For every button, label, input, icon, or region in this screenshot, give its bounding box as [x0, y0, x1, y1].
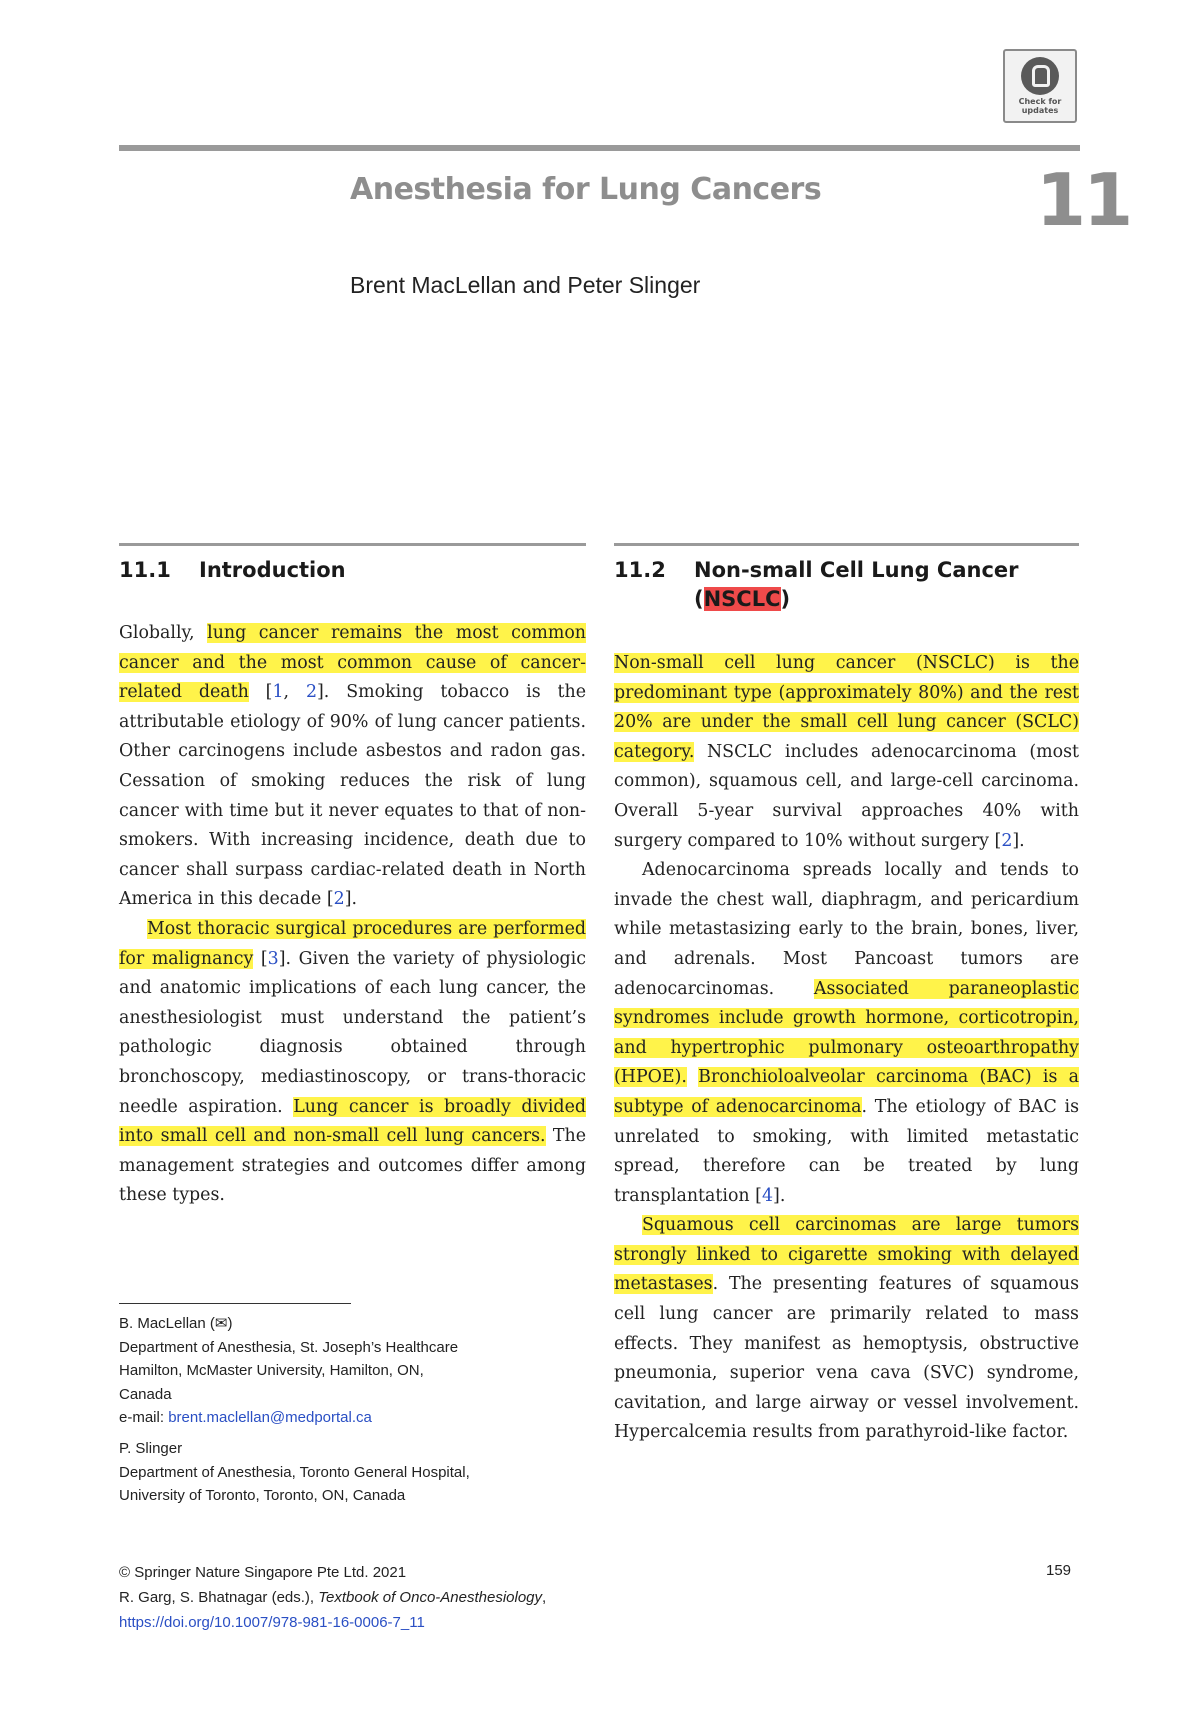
chapter-authors: Brent MacLellan and Peter Slinger: [350, 272, 701, 298]
paragraph: Most thoracic surgical procedures are performed for malignancy [3]. Given the variety of physiologic and anatomic implications of each lung cancer, the anesthesiologist must understand the patient’s pathologic diagnosis obtained through bronchoscopy, mediastinoscopy, or trans-thoracic needle aspiration. Lung cancer is broadly divided into small cell and non-small cell lung cancers. The management strategies and outcomes differ among these types.: [119, 918, 586, 1206]
envelope-icon: ✉: [214, 1315, 228, 1332]
copyright-line: © Springer Nature Singapore Pte Ltd. 2021: [119, 1564, 407, 1581]
doi-link[interactable]: https://doi.org/10.1007/978-981-16-0006-7_11: [119, 1614, 425, 1631]
paragraph: Adenocarcinoma spreads locally and tends to invade the chest wall, diaphragm, and pericardium while metastasizing early to the brain, bones, liver, and adrenals. Most Pancoast tumors are adenocarcinomas. Associated paraneoplastic syndromes include growth hormone, corticotropin, and hypertrophic pulmonary osteoarthropathy (HPOE). Bronchioloalveolar carcinoma (BAC) is a subtype of adenocarcinoma. The etiology of BAC is unrelated to smoking, with limited metastatic spread, therefore can be treated by lung transplantation [4].: [614, 860, 1080, 1206]
paragraph: Squamous cell carcinomas are large tumors strongly linked to cigarette smoking with delayed metastases. The presenting features of squamous cell lung cancer are primarily related to mass effects. They manifest as hemoptysis, obstructive pneumonia, superior vena cava (SVC) syndrome, cavitation, and large airway or vessel involvement. Hypercalcemia results from parathyroid-like factor.: [614, 1215, 1079, 1443]
section-title: Introduction: [199, 558, 346, 582]
section-rule-intro: [119, 543, 586, 546]
section-number: 11.1: [119, 558, 171, 582]
citation-link[interactable]: 4: [761, 1185, 774, 1206]
affiliation-line: Hamilton, McMaster University, Hamilton, ON,: [119, 1362, 424, 1380]
page-number: 159: [1046, 1562, 1072, 1579]
highlight-red: NSCLC: [703, 587, 781, 611]
affiliation-line: Canada: [119, 1385, 172, 1403]
chapter-number: 11: [1036, 158, 1131, 242]
section-heading-intro: [119, 556, 586, 585]
affiliation-name: B. MacLellan (✉): [119, 1315, 233, 1332]
citation-link[interactable]: 3: [267, 948, 279, 969]
highlight: Squamous cell carcinomas are large tumors strongly linked to cigarette smoking with delayed metastases: [614, 1215, 1079, 1295]
highlight: Lung cancer is broadly divided into small cell and non-small cell lung cancers.: [119, 1096, 586, 1147]
section-title: Non-small Cell Lung Cancer: [694, 558, 1019, 582]
highlight: Associated paraneoplastic syndromes include growth hormone, corticotropin, and hypertrophic pulmonary osteoarthropathy (HPOE).: [614, 978, 1079, 1088]
citation-link[interactable]: 1: [272, 682, 284, 703]
copyright-block: [119, 1560, 879, 1635]
intro-text-column: [119, 619, 586, 1211]
author-affiliations: [119, 1312, 586, 1508]
affiliation-line: Department of Anesthesia, Toronto General Hospital,: [119, 1463, 470, 1481]
affiliation-line: University of Toronto, Toronto, ON, Canada: [119, 1487, 406, 1505]
highlight: Bronchioloalveolar carcinoma (BAC) is a subtype of adenocarcinoma: [614, 1067, 1079, 1117]
highlight: lung cancer remains the most common cancer and the most common cause of cancer-related death: [119, 623, 586, 703]
citation-link[interactable]: 2: [1001, 830, 1013, 851]
header-rule: [119, 145, 1080, 151]
check-for-updates-badge[interactable]: [1003, 49, 1077, 123]
section-heading-nsclc: 11.2 Non-small Cell Lung Cancer (NSCLC): [614, 558, 1019, 611]
crossmark-icon: [1021, 57, 1059, 95]
email-line: e-mail: brent.maclellan@medportal.ca: [119, 1409, 372, 1427]
section-rule-nsclc: [614, 543, 1079, 546]
citation-link[interactable]: 2: [305, 682, 318, 703]
citation-line: R. Garg, S. Bhatnagar (eds.), Textbook of Onco-Anesthesiology,: [119, 1589, 547, 1606]
paragraph: Non-small cell lung cancer (NSCLC) is the predominant type (approximately 80%) and the rest 20% are under the small cell lung cancer (SCLC) category. NSCLC includes adenocarcinoma (most common), squamous cell, and large-cell carcinoma. Overall 5-year survival approaches 40% with surgery compared to 10% without surgery [2].: [614, 653, 1079, 851]
badge-label: Check for updates: [1018, 97, 1062, 115]
chapter-title: Anesthesia for Lung Cancers: [350, 172, 822, 207]
affiliation-name: P. Slinger: [119, 1439, 183, 1457]
footnote-rule: [119, 1303, 351, 1304]
highlight: Non-small cell lung cancer (NSCLC) is the predominant type (approximately 80%) and the rest 20% are under the small cell lung cancer (SCLC) category.: [614, 653, 1079, 762]
section-number: 11.2: [614, 558, 666, 582]
citation-link[interactable]: 2: [333, 889, 345, 910]
nsclc-text-column: [614, 649, 1079, 1448]
paragraph: Globally, lung cancer remains the most common cancer and the most common cause of cancer-related death [1, 2]. Smoking tobacco is the attributable etiology of 90% of lung cancer patients. Other carcinogens include asbestos and radon gas. Cessation of smoking reduces the risk of lung cancer with time but it never equates to that of non-smokers. With increasing incidence, death due to cancer shall surpass cardiac-related death in North America in this decade [2].: [119, 623, 586, 910]
affiliation-line: Department of Anesthesia, St. Joseph’s Healthcare: [119, 1338, 459, 1356]
highlight: Most thoracic surgical procedures are performed for malignancy: [119, 918, 586, 969]
email-link[interactable]: brent.maclellan@medportal.ca: [168, 1409, 372, 1427]
